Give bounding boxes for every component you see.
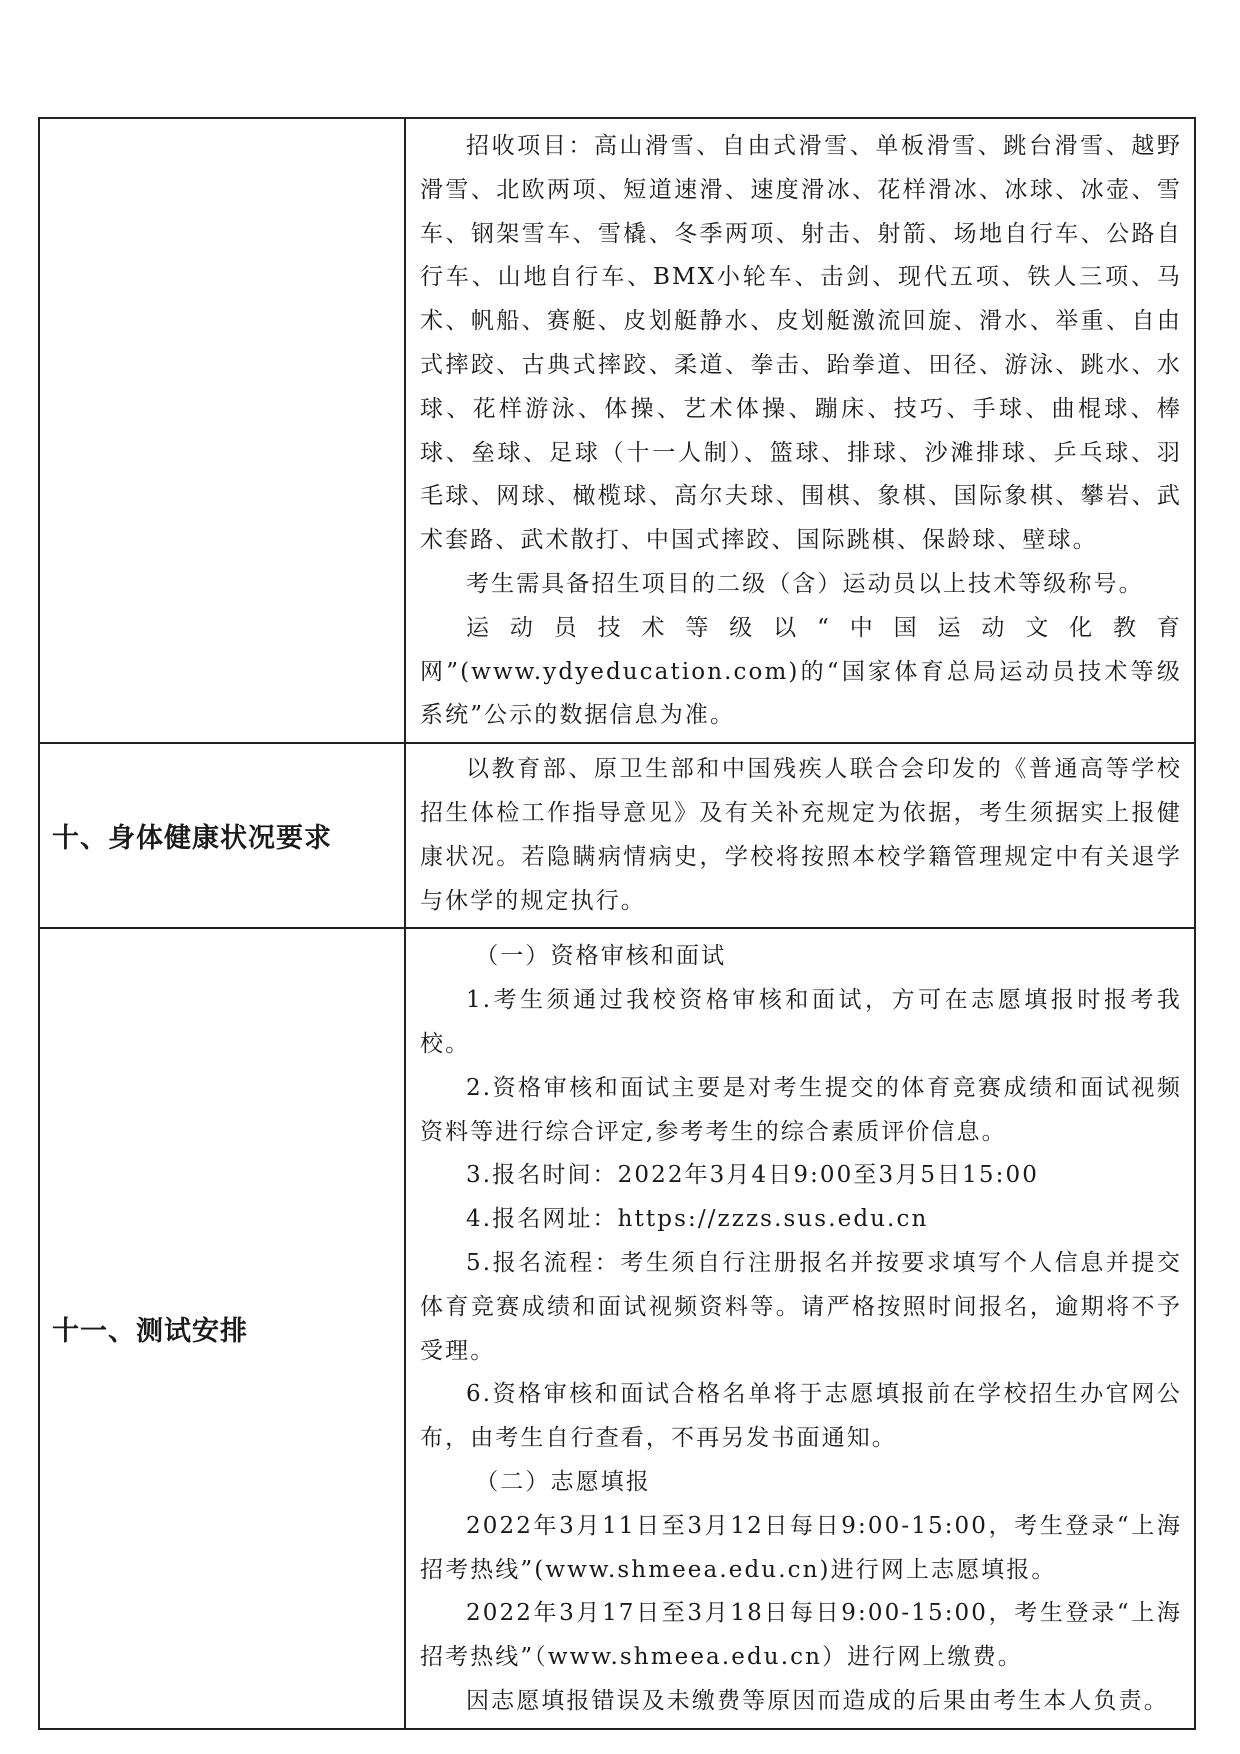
row-label-test-arrangement: 十一、测试安排 bbox=[39, 928, 405, 1728]
paragraph-athlete-level-source: 运动员技术等级以“中国运动文化教育网”(www.ydyeducation.com)的“国家体育总局运动员技术等级系统”公示的数据信息为准。 bbox=[420, 614, 1182, 729]
row-content-health bbox=[405, 743, 1195, 928]
admission-requirements-table bbox=[38, 117, 1196, 1730]
row-content-sports-items bbox=[405, 118, 1195, 743]
table-row-health-requirements bbox=[39, 743, 1195, 928]
paragraph-application-dates: 2022年3月11日至3月12日每日9:00-15:00，考生登录“上海招考热线”(www.shmeea.edu.cn)进行网上志愿填报。 bbox=[420, 1512, 1182, 1583]
paragraph-review-step-2: 2.资格审核和面试主要是对考生提交的体育竞赛成绩和面试视频资料等进行综合评定,参考考生的综合素质评价信息。 bbox=[420, 1074, 1182, 1145]
paragraph-qualified-list: 6.资格审核和面试合格名单将于志愿填报前在学校招生办官网公布，由考生自行查看，不再另发书面通知。 bbox=[420, 1381, 1182, 1452]
paragraph-athlete-level-requirement: 考生需具备招生项目的二级（含）运动员以上技术等级称号。 bbox=[466, 570, 1144, 597]
table-row-sports-items bbox=[39, 118, 1195, 743]
row-label-health: 十、身体健康状况要求 bbox=[39, 743, 405, 928]
paragraph-registration-time: 3.报名时间：2022年3月4日9:00至3月5日15:00 bbox=[466, 1162, 1039, 1189]
paragraph-responsibility-notice: 因志愿填报错误及未缴费等原因而造成的后果由考生本人负责。 bbox=[466, 1687, 1169, 1714]
paragraph-sports-list: 招收项目：高山滑雪、自由式滑雪、单板滑雪、跳台滑雪、越野滑雪、北欧两项、短道速滑、速度滑冰、花样滑冰、冰球、冰壶、雪车、钢架雪车、雪橇、冬季两项、射击、射箭、场地自行车、公路自行车、山地自行车、BMX小轮车、击剑、现代五项、铁人三项、马术、帆船、赛艇、皮划艇静水、皮划艇激流回旋、滑水、举重、自由式摔跤、古典式摔跤、柔道、拳击、跆拳道、田径、游泳、跳水、水球、花样游泳、体操、艺术体操、蹦床、技巧、手球、曲棍球、棒球、垒球、足球（十一人制）、篮球、排球、沙滩排球、乒乓球、羽毛球、网球、橄榄球、高尔夫球、围棋、象棋、国际象棋、攀岩、武术套路、武术散打、中国式摔跤、国际跳棋、保龄球、壁球。 bbox=[420, 133, 1182, 554]
subheading-qualification-review: （一）资格审核和面试 bbox=[475, 943, 727, 970]
row-content-test-arrangement bbox=[405, 928, 1195, 1728]
subheading-application-filling: （二）志愿填报 bbox=[475, 1468, 651, 1495]
paragraph-health-rules: 以教育部、原卫生部和中国残疾人联合会印发的《普通高等学校招生体检工作指导意见》及有关补充规定为依据，考生须据实上报健康状况。若隐瞒病情病史，学校将按照本校学籍管理规定中有关退学与休学的规定执行。 bbox=[420, 756, 1182, 914]
table-row-test-arrangement bbox=[39, 928, 1195, 1728]
row-label-empty bbox=[39, 118, 405, 743]
paragraph-review-step-1: 1.考生须通过我校资格审核和面试，方可在志愿填报时报考我校。 bbox=[420, 987, 1182, 1057]
paragraph-payment-dates: 2022年3月17日至3月18日每日9:00-15:00，考生登录“上海招考热线”（www.shmeea.edu.cn）进行网上缴费。 bbox=[420, 1600, 1182, 1671]
paragraph-registration-process: 5.报名流程：考生须自行注册报名并按要求填写个人信息并提交体育竞赛成绩和面试视频资料等。请严格按照时间报名，逾期将不予受理。 bbox=[420, 1249, 1182, 1364]
paragraph-registration-url: 4.报名网址：https://zzzs.sus.edu.cn bbox=[466, 1206, 929, 1233]
